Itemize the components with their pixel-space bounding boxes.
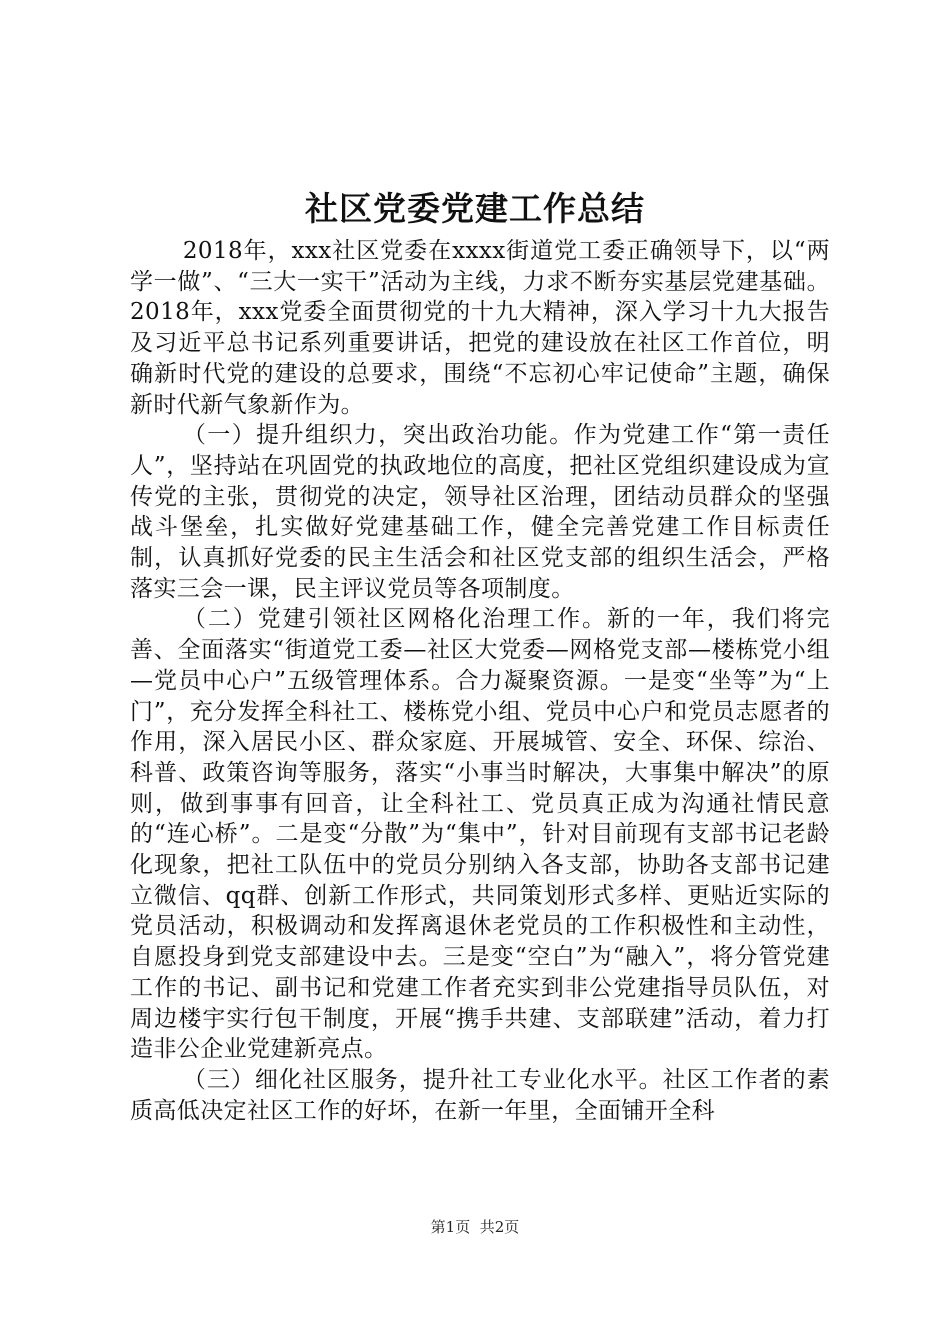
footer-separator bbox=[470, 1218, 480, 1236]
paragraph-intro: 2018年，xxx社区党委在xxxx街道党工委正确领导下，以“两学一做”、“三大一实干”活动为主线，力求不断夯实基层党建基础。2018年，xxx党委全面贯彻党的十九大精神，深入学习十九大报告及习近平总书记系列重要讲话，把党的建设放在社区工作首位，明确新时代党的建设的总要求，围绕“不忘初心牢记使命”主题，确保新时代新气象新作为。 bbox=[130, 238, 830, 418]
document-title: 社区党委党建工作总结 bbox=[305, 189, 645, 228]
page-footer bbox=[0, 1216, 950, 1238]
page-total: 共2页 bbox=[479, 1218, 520, 1236]
paragraph-section-2: （二）党建引领社区网格化治理工作。新的一年，我们将完善、全面落实“街道党工委—社区大党委—网格党支部—楼栋党小组—党员中心户”五级管理体系。合力凝聚资源。一是变“坐等”为“上门”，充分发挥全科社工、楼栋党小组、党员中心户和党员志愿者的作用，深入居民小区、群众家庭、开展城管、安全、环保、综治、科普、政策咨询等服务，落实“小事当时解决，大事集中解决”的原则，做到事事有回音，让全科社工、党员真正成为沟通社情民意的“连心桥”。二是变“分散”为“集中”，针对目前现有支部书记老龄化现象，把社工队伍中的党员分别纳入各支部，协助各支部书记建立微信、qq群、创新工作形式，共同策划形式多样、更贴近实际的党员活动，积极调动和发挥离退休老党员的工作积极性和主动性，自愿投身到党支部建设中去。三是变“空白”为“融入”，将分管党建工作的书记、副书记和党建工作者充实到非公党建指导员队伍，对周边楼宇实行包干制度，开展“携手共建、支部联建”活动，着力打造非公企业党建新亮点。 bbox=[130, 606, 830, 1063]
paragraph-section-3: （三）细化社区服务，提升社工专业化水平。社区工作者的素质高低决定社区工作的好坏，在新一年里，全面铺开全科 bbox=[130, 1066, 830, 1124]
paragraph-section-1: （一）提升组织力，突出政治功能。作为党建工作“第一责任人”，坚持站在巩固党的执政地位的高度，把社区党组织建设成为宣传党的主张，贯彻党的决定，领导社区治理，团结动员群众的坚强战斗堡垒，扎实做好党建基础工作，健全完善党建工作目标责任制，认真抓好党委的民主生活会和社区党支部的组织生活会，严格落实三会一课，民主评议党员等各项制度。 bbox=[130, 422, 830, 602]
page-number: 第1页 bbox=[430, 1218, 471, 1236]
document-body bbox=[130, 236, 830, 1126]
